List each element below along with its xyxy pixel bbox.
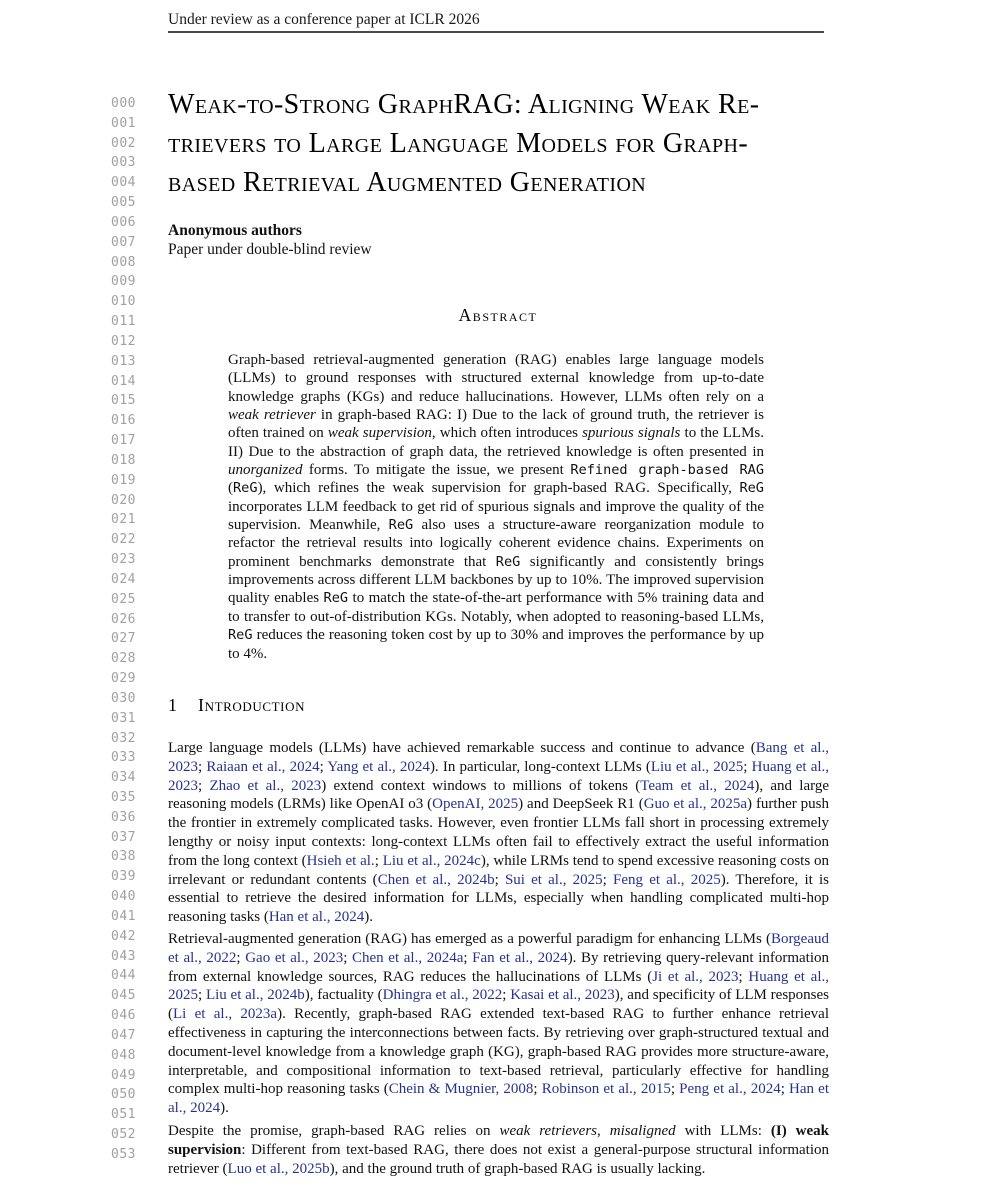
line-number: 024 bbox=[111, 571, 136, 587]
text-run: ) further push the frontier in extremely complicated tasks. However, even frontier LLMs fall short in processing extremely lengthy or noisy input contexts: long-context LLMs often fail to effectively extract the useful information from the long context ( bbox=[168, 796, 829, 869]
line-number: 032 bbox=[111, 730, 136, 746]
citation-link[interactable]: Liu et al., 2024b bbox=[205, 987, 305, 1004]
line-number-gutter bbox=[111, 94, 136, 1165]
italic-text: spurious signals bbox=[582, 425, 681, 442]
author-block bbox=[168, 222, 372, 259]
line-number: 051 bbox=[111, 1107, 136, 1123]
intro-paragraph-1 bbox=[168, 739, 829, 927]
text-run: ; bbox=[738, 968, 749, 985]
text-run: ; bbox=[236, 949, 246, 966]
citation-link[interactable]: Guo et al., 2025a bbox=[643, 796, 748, 813]
line-number: 040 bbox=[111, 889, 136, 905]
line-number: 036 bbox=[111, 809, 136, 825]
line-number: 014 bbox=[111, 373, 136, 389]
text-run: ) and DeepSeek R1 ( bbox=[518, 796, 644, 813]
line-number: 000 bbox=[111, 96, 136, 111]
line-number: 048 bbox=[111, 1047, 136, 1063]
citation-link[interactable]: Chein & Mugnier, 2008 bbox=[388, 1081, 534, 1098]
line-number: 021 bbox=[111, 512, 136, 528]
text-run: ; bbox=[743, 758, 752, 775]
inline-code: ReG bbox=[495, 553, 521, 570]
citation-link[interactable]: Peng et al., 2024 bbox=[679, 1081, 781, 1098]
line-number: 052 bbox=[111, 1127, 136, 1143]
text-run: ), and large reasoning models (LRMs) like OpenAI o3 ( bbox=[168, 777, 829, 813]
line-number: 044 bbox=[111, 968, 136, 984]
text-run: ). bbox=[220, 1100, 229, 1117]
line-number: 028 bbox=[111, 651, 136, 667]
bold-text: (I) weak supervision bbox=[168, 1123, 829, 1158]
citation-link[interactable]: Han et al., 2024 bbox=[168, 1081, 829, 1117]
text-run: ; bbox=[780, 1081, 790, 1098]
text-run: ; bbox=[198, 758, 207, 775]
citation-link[interactable]: Team et al., 2024 bbox=[640, 777, 755, 794]
citation-link[interactable]: Dhingra et al., 2022 bbox=[382, 987, 503, 1004]
line-number: 050 bbox=[111, 1087, 136, 1103]
author-name: Anonymous authors bbox=[168, 222, 302, 239]
line-number: 041 bbox=[111, 908, 136, 924]
line-number: 004 bbox=[111, 175, 136, 191]
text-run: ), while LRMs tend to spend excessive reasoning costs on irrelevant or redundant contents ( bbox=[168, 852, 829, 888]
inline-code: ReG bbox=[233, 480, 258, 497]
text-run: incorporates LLM feedback to get rid of spurious signals and improve the quality of the supervision. Meanwhile, bbox=[228, 498, 764, 534]
line-number: 049 bbox=[111, 1067, 136, 1083]
text-run: , bbox=[597, 1123, 610, 1139]
italic-text: weak supervision bbox=[327, 425, 432, 442]
text-run: ). Therefore, it is essential to retrieve the desired information for LLMs, especially when handling complicated multi-hop reasoning tasks ( bbox=[168, 871, 830, 926]
line-number: 003 bbox=[111, 155, 136, 171]
citation-link[interactable]: Yang et al., 2024 bbox=[327, 758, 430, 775]
section-title: Introduction bbox=[198, 695, 306, 715]
paper-title-line: trievers to Large Language Models for Graph- bbox=[168, 128, 749, 159]
text-run: ; bbox=[602, 871, 614, 888]
text-run: ), factuality ( bbox=[304, 987, 383, 1004]
line-number: 043 bbox=[111, 948, 136, 964]
text-run: also uses a structure-aware reorganization module to refactor the retrieval results into logically coherent evidence chains. Experiments on prominent benchmarks demonstrate that bbox=[228, 517, 764, 570]
citation-link[interactable]: Bang et al., 2023 bbox=[168, 740, 829, 775]
citation-link[interactable]: Li et al., 2023a bbox=[173, 1006, 278, 1023]
text-run: ). Recently, graph-based RAG extended text-based RAG to further enhance retrieval effectiveness in capturing the interconnections between facts. By retrieving over graph-structured textual and document-level knowledge from a knowledge graph (KG), graph-based RAG provides more structure-aware, interpretable, and compositional information to text-based retrieval, particularly effective for handling complex multi-hop reasoning tasks ( bbox=[168, 1006, 829, 1098]
line-number: 015 bbox=[111, 393, 136, 409]
paper-title-line: based Retrieval Augmented Generation bbox=[168, 167, 647, 198]
citation-link[interactable]: Sui et al., 2025 bbox=[504, 871, 603, 888]
section-heading-introduction bbox=[168, 695, 305, 716]
line-number: 030 bbox=[111, 690, 136, 706]
citation-link[interactable]: Huang et al., 2023 bbox=[168, 758, 830, 794]
intro-paragraph-2 bbox=[168, 930, 829, 1118]
text-run: Despite the promise, graph-based RAG relies on bbox=[168, 1123, 500, 1139]
citation-link[interactable]: Kasai et al., 2023 bbox=[510, 987, 615, 1004]
line-number: 034 bbox=[111, 770, 136, 786]
line-number: 025 bbox=[111, 591, 136, 607]
line-number: 001 bbox=[111, 115, 136, 131]
line-number: 029 bbox=[111, 671, 136, 687]
line-number: 022 bbox=[111, 532, 136, 548]
text-run: Retrieval-augmented generation (RAG) has emerged as a powerful paradigm for enhancing LLMs ( bbox=[168, 931, 771, 947]
text-run: ) extend context windows to millions of tokens ( bbox=[321, 777, 641, 794]
text-run: ; bbox=[374, 852, 383, 869]
inline-code: ReG bbox=[739, 480, 764, 497]
line-number: 013 bbox=[111, 353, 136, 369]
text-run: ; bbox=[343, 949, 353, 966]
text-run: reduces the reasoning token cost by up to 30% and improves the performance by up to 4%. bbox=[228, 627, 764, 662]
text-run: : Different from text-based RAG, there does not exist a general-purpose structural information retriever ( bbox=[168, 1141, 829, 1177]
citation-link[interactable]: Robinson et al., 2015 bbox=[541, 1081, 671, 1098]
italic-text: weak retriever bbox=[228, 407, 316, 424]
line-number: 031 bbox=[111, 710, 136, 726]
text-run: , which often introduces bbox=[431, 425, 583, 442]
citation-link[interactable]: Gao et al., 2023 bbox=[245, 949, 344, 966]
citation-link[interactable]: Borgeaud et al., 2022 bbox=[168, 931, 829, 966]
citation-link[interactable]: Huang et al., 2025 bbox=[168, 968, 830, 1004]
citation-link[interactable]: Fan et al., 2024 bbox=[472, 949, 568, 966]
line-number: 026 bbox=[111, 611, 136, 627]
text-run: ). By retrieving query-relevant information from external knowledge sources, RAG reduces the hallucinations of LLMs ( bbox=[168, 949, 830, 985]
line-number: 037 bbox=[111, 829, 136, 845]
line-number: 019 bbox=[111, 472, 136, 488]
text-run: significantly and consistently brings improvements across different LLM backbones by up to 10%. The improved supervision quality enables bbox=[228, 553, 764, 607]
line-number: 016 bbox=[111, 413, 136, 429]
line-number: 023 bbox=[111, 552, 136, 568]
line-number: 006 bbox=[111, 214, 136, 230]
inline-code: ReG bbox=[323, 590, 349, 607]
line-number: 020 bbox=[111, 492, 136, 508]
citation-link[interactable]: Liu et al., 2024c bbox=[382, 852, 481, 869]
citation-link[interactable]: Han et al., 2024 bbox=[268, 909, 365, 926]
paper-title bbox=[168, 85, 836, 202]
italic-text: unorganized bbox=[228, 462, 303, 479]
text-run: ), which refines the weak supervision for graph-based RAG. Specifically, bbox=[257, 480, 740, 497]
line-number: 008 bbox=[111, 254, 136, 270]
citation-link[interactable]: Zhao et al., 2023 bbox=[209, 777, 322, 794]
text-run: ). In particular, long-context LLMs ( bbox=[429, 758, 651, 775]
line-number: 039 bbox=[111, 869, 136, 885]
line-number: 009 bbox=[111, 274, 136, 290]
text-run: to match the state-of-the-art performance with 5% training data and to transfer to out-of-distribution KGs. Notably, when adopted to reasoning-based LLMs, bbox=[228, 590, 765, 625]
line-number: 027 bbox=[111, 631, 136, 647]
text-run: ( bbox=[228, 480, 233, 497]
line-number: 046 bbox=[111, 1008, 136, 1024]
paper-title-line: Weak-to-Strong GraphRAG: Aligning Weak Re- bbox=[168, 89, 760, 120]
line-number: 038 bbox=[111, 849, 136, 865]
text-run: ; bbox=[463, 949, 473, 966]
text-run: ; bbox=[494, 871, 505, 888]
inline-code: Refined graph-based RAG bbox=[570, 462, 764, 479]
citation-link[interactable]: OpenAI, 2025 bbox=[432, 796, 519, 813]
text-run: ). bbox=[364, 909, 373, 926]
citation-link[interactable]: Raiaan et al., 2024 bbox=[206, 758, 320, 775]
abstract-body bbox=[228, 351, 764, 663]
italic-text: weak retrievers bbox=[499, 1123, 598, 1139]
line-number: 018 bbox=[111, 452, 136, 468]
line-number: 045 bbox=[111, 988, 136, 1004]
text-run: ; bbox=[198, 987, 206, 1004]
text-run: in graph-based RAG: I) Due to the lack of ground truth, the retriever is often trained on bbox=[228, 407, 764, 442]
citation-link[interactable]: Feng et al., 2025 bbox=[613, 871, 721, 888]
citation-link[interactable]: Chen et al., 2024a bbox=[352, 949, 464, 966]
line-number: 010 bbox=[111, 294, 136, 310]
line-number: 035 bbox=[111, 789, 136, 805]
line-number: 042 bbox=[111, 928, 136, 944]
citation-link[interactable]: Ji et al., 2023 bbox=[652, 968, 739, 985]
text-run: Large language models (LLMs) have achieved remarkable success and continue to advance ( bbox=[168, 740, 756, 756]
text-run: ; bbox=[502, 987, 511, 1004]
line-number: 005 bbox=[111, 195, 136, 211]
citation-link[interactable]: Luo et al., 2025b bbox=[227, 1160, 330, 1177]
italic-text: misaligned bbox=[609, 1123, 676, 1139]
line-number: 053 bbox=[111, 1146, 136, 1162]
running-header: Under review as a conference paper at ICLR 2026 bbox=[168, 11, 480, 28]
abstract-heading: Abstract bbox=[458, 305, 538, 325]
line-number: 002 bbox=[111, 135, 136, 151]
text-run: forms. To mitigate the issue, we present bbox=[302, 462, 571, 479]
citation-link[interactable]: Chen et al., 2024b bbox=[377, 871, 495, 888]
header-rule bbox=[168, 31, 824, 33]
text-run: ; bbox=[533, 1081, 542, 1098]
text-run: ; bbox=[670, 1081, 680, 1098]
text-run: ), and the ground truth of graph-based RAG is usually lacking. bbox=[329, 1160, 706, 1177]
text-run: ), and specificity of LLM responses ( bbox=[168, 987, 829, 1023]
line-number: 033 bbox=[111, 750, 136, 766]
line-number: 017 bbox=[111, 433, 136, 449]
line-number: 047 bbox=[111, 1027, 136, 1043]
text-run: to the LLMs. II) Due to the abstraction of graph data, the retrieved knowledge is often presented in bbox=[228, 425, 764, 460]
citation-link[interactable]: Liu et al., 2025 bbox=[650, 758, 744, 775]
author-note: Paper under double-blind review bbox=[168, 240, 372, 258]
text-run: ; bbox=[319, 758, 328, 775]
section-number: 1 bbox=[168, 695, 177, 715]
intro-paragraph-3 bbox=[168, 1122, 829, 1178]
citation-link[interactable]: Hsieh et al. bbox=[306, 852, 375, 869]
line-number: 011 bbox=[111, 314, 136, 330]
text-run: with LLMs: bbox=[675, 1123, 771, 1139]
inline-code: ReG bbox=[388, 517, 414, 534]
text-run: ; bbox=[198, 777, 210, 794]
inline-code: ReG bbox=[228, 627, 253, 644]
text-run: Graph-based retrieval-augmented generation (RAG) enables large language models (LLMs) to ground responses with structured external knowledge from up-to-date knowledge graphs (KGs) and reduce hallucinations. However, LLMs often rely on a bbox=[228, 352, 764, 405]
line-number: 007 bbox=[111, 234, 136, 250]
line-number: 012 bbox=[111, 333, 136, 349]
